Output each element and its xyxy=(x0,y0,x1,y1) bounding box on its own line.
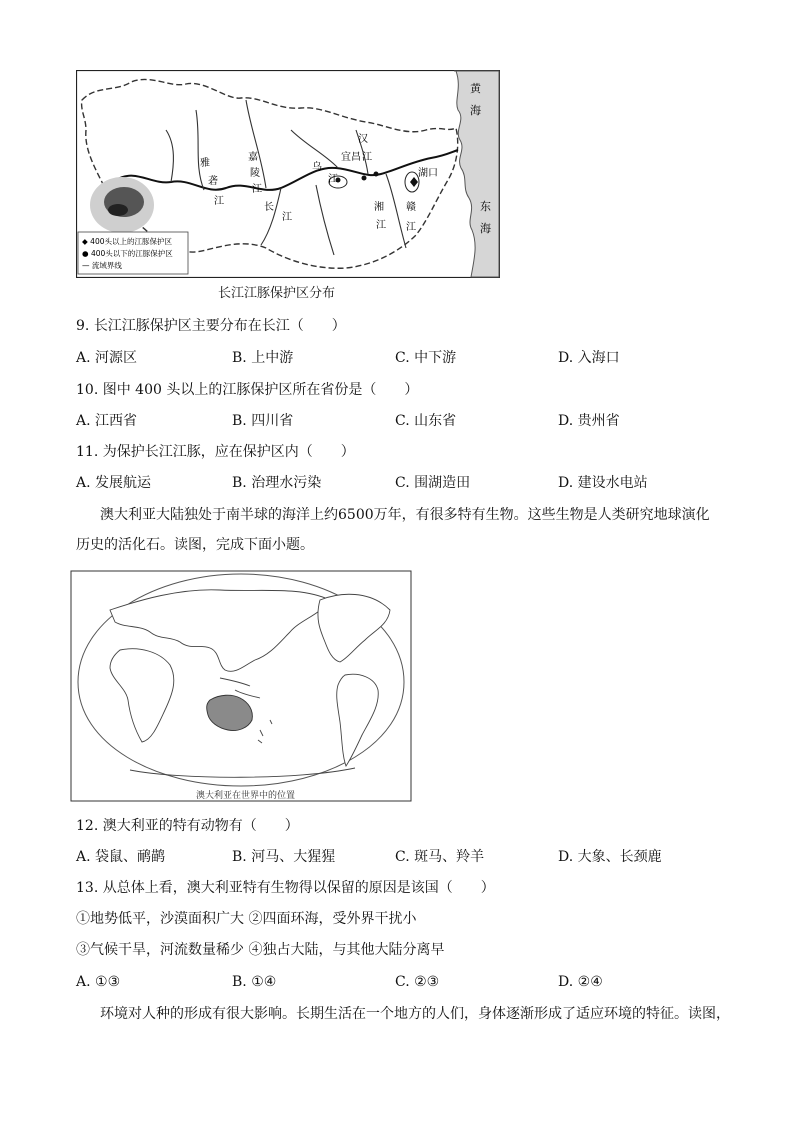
svg-text:● 400头以下的江豚保护区: ● 400头以下的江豚保护区 xyxy=(82,249,173,258)
q9-option-b[interactable]: B. 上中游 xyxy=(232,350,294,366)
q11-option-a[interactable]: A. 发展航运 xyxy=(76,475,152,491)
svg-text:赣: 赣 xyxy=(406,202,416,213)
svg-text:乌: 乌 xyxy=(312,162,322,173)
q11-option-c[interactable]: C. 围湖造田 xyxy=(395,475,471,491)
svg-text:江: 江 xyxy=(406,222,416,233)
q9-option-a[interactable]: A. 河源区 xyxy=(76,350,138,366)
world-map-figure xyxy=(70,570,412,802)
world-map xyxy=(70,570,412,802)
q13-statement-1: ①地势低平，沙漠面积广大 ②四面环海，受外界干扰小 xyxy=(76,911,417,927)
question-13: 13. 从总体上看，澳大利亚特有生物得以保留的原因是该国（ ） xyxy=(76,880,495,896)
svg-text:湘: 湘 xyxy=(374,202,384,213)
q13-statement-2: ③气候干旱，河流数量稀少 ④独占大陆，与其他大陆分离早 xyxy=(76,942,445,958)
svg-text:江: 江 xyxy=(214,196,224,207)
svg-text:湖口: 湖口 xyxy=(418,168,438,179)
q10-option-d[interactable]: D. 贵州省 xyxy=(558,413,620,429)
question-10: 10. 图中 400 头以上的江豚保护区所在省份是（ ） xyxy=(76,382,419,398)
svg-text:海: 海 xyxy=(470,104,481,117)
q11-option-b[interactable]: B. 治理水污染 xyxy=(232,475,322,491)
q10-option-b[interactable]: B. 四川省 xyxy=(232,413,294,429)
passage-australia-line1: 澳大利亚大陆独处于南半球的海洋上约6500万年，有很多特有生物。这些生物是人类研究地球演化 xyxy=(100,507,710,523)
q13-option-a[interactable]: A. ①③ xyxy=(76,974,121,990)
svg-text:砻: 砻 xyxy=(208,176,218,187)
question-12: 12. 澳大利亚的特有动物有（ ） xyxy=(76,818,299,834)
q13-option-b[interactable]: B. ①④ xyxy=(232,974,277,990)
svg-text:江: 江 xyxy=(362,152,372,163)
passage-australia-line2: 历史的活化石。读图，完成下面小题。 xyxy=(76,537,314,553)
svg-text:江: 江 xyxy=(328,174,338,185)
figure2-caption: 澳大利亚在世界中的位置 xyxy=(196,791,296,801)
q12-option-d[interactable]: D. 大象、长颈鹿 xyxy=(558,849,662,865)
passage-race-line1: 环境对人种的形成有很大影响。长期生活在一个地方的人们，身体逐渐形成了适应环境的特征。读图， xyxy=(100,1006,730,1022)
svg-text:江: 江 xyxy=(282,212,292,223)
svg-text:长: 长 xyxy=(264,202,274,213)
question-9: 9. 长江江豚保护区主要分布在长江（ ） xyxy=(76,318,346,334)
svg-text:宜昌: 宜昌 xyxy=(341,152,361,163)
q10-option-a[interactable]: A. 江西省 xyxy=(76,413,138,429)
q13-option-d[interactable]: D. ②④ xyxy=(558,974,603,990)
svg-text:江: 江 xyxy=(376,220,386,231)
yangtze-map-figure xyxy=(76,70,500,278)
svg-text:— 流域界线: — 流域界线 xyxy=(82,261,122,270)
q13-option-c[interactable]: C. ②③ xyxy=(395,974,440,990)
yangtze-map xyxy=(76,70,500,278)
svg-text:嘉: 嘉 xyxy=(248,152,258,163)
q10-option-c[interactable]: C. 山东省 xyxy=(395,413,457,429)
q12-option-c[interactable]: C. 斑马、羚羊 xyxy=(395,849,485,865)
q9-option-c[interactable]: C. 中下游 xyxy=(395,350,457,366)
svg-text:汉: 汉 xyxy=(358,134,368,145)
svg-text:江: 江 xyxy=(252,184,262,195)
q9-option-d[interactable]: D. 入海口 xyxy=(558,350,620,366)
question-11: 11. 为保护长江江豚，应在保护区内（ ） xyxy=(76,444,355,460)
svg-text:海: 海 xyxy=(480,222,491,235)
svg-text:东: 东 xyxy=(480,200,491,213)
svg-text:陵: 陵 xyxy=(250,168,260,179)
svg-text:雅: 雅 xyxy=(200,158,210,169)
q11-option-d[interactable]: D. 建设水电站 xyxy=(558,475,648,491)
svg-text:黄: 黄 xyxy=(470,82,481,95)
q12-option-a[interactable]: A. 袋鼠、鸸鹋 xyxy=(76,849,166,865)
q12-option-b[interactable]: B. 河马、大猩猩 xyxy=(232,849,336,865)
figure1-caption: 长江江豚保护区分布 xyxy=(218,286,336,301)
svg-text:◆ 400头以上的江豚保护区: ◆ 400头以上的江豚保护区 xyxy=(82,237,172,246)
